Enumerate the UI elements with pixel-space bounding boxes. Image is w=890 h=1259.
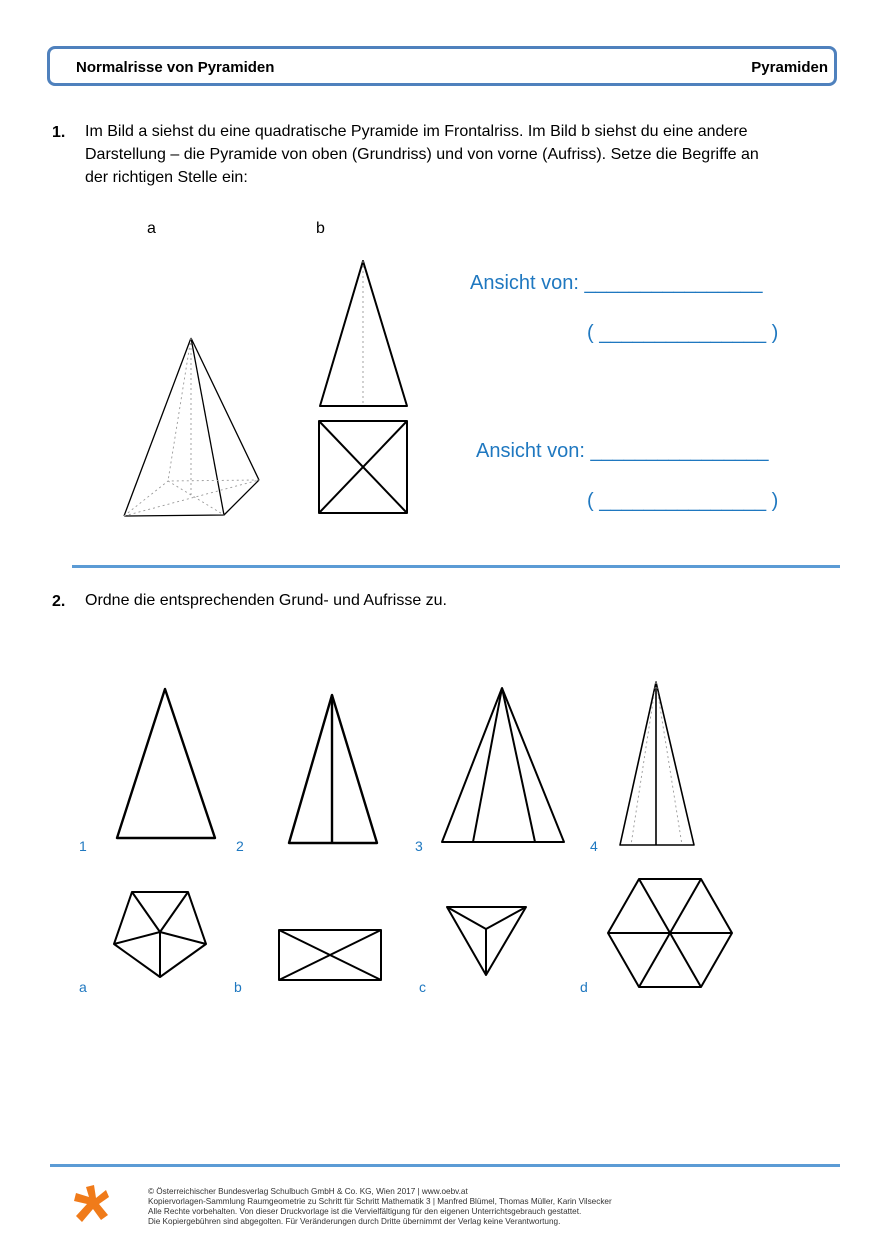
plan-label-b: b bbox=[234, 979, 242, 995]
elevation-label-1: 1 bbox=[79, 838, 87, 854]
answer-view-1[interactable]: Ansicht von: ________________ bbox=[470, 272, 763, 294]
footer-text bbox=[148, 1187, 612, 1227]
task1-line: Darstellung – die Pyramide von oben (Grundriss) und von vorne (Aufriss). Setze die Begriffe an bbox=[85, 146, 759, 163]
plan-label-d: d bbox=[580, 979, 588, 995]
plan-c-triangle-drawing bbox=[447, 907, 526, 975]
answer-term-1[interactable]: ( _______________ ) bbox=[587, 322, 779, 344]
elevation-4-drawing bbox=[620, 682, 694, 845]
plan-label-a: a bbox=[79, 979, 87, 995]
elevation-label-2: 2 bbox=[236, 838, 244, 854]
task1-line: der richtigen Stelle ein: bbox=[85, 169, 248, 186]
plan-d-hexagon-drawing bbox=[608, 879, 732, 987]
task1-number: 1. bbox=[52, 124, 66, 141]
page-title: Normalrisse von Pyramiden bbox=[76, 59, 275, 76]
footer-divider bbox=[50, 1164, 840, 1167]
plan-label-c: c bbox=[419, 979, 426, 995]
footer-line: Die Kopiergebühren sind abgegolten. Für Veränderungen durch Dritte übernimmt der Verlag keine Verantwortung. bbox=[148, 1217, 561, 1226]
plan-a-pentagon-drawing bbox=[114, 892, 206, 977]
pyramid-elevation-drawing bbox=[320, 261, 407, 406]
plan-b-rectangle-drawing bbox=[279, 930, 381, 980]
elevation-1-drawing bbox=[117, 689, 215, 838]
topic-title: Pyramiden bbox=[751, 59, 828, 76]
task2-text: Ordne die entsprechenden Grund- und Aufrisse zu. bbox=[85, 592, 447, 609]
task2-number: 2. bbox=[52, 593, 66, 610]
answer-term-2[interactable]: ( _______________ ) bbox=[587, 490, 779, 512]
figure-label-b: b bbox=[316, 220, 325, 237]
answer-view-2[interactable]: Ansicht von: ________________ bbox=[476, 440, 769, 462]
task1-line: Im Bild a siehst du eine quadratische Pyramide im Frontalriss. Im Bild b siehst du eine andere bbox=[85, 123, 748, 140]
figure-label-a: a bbox=[147, 220, 156, 237]
pyramid-perspective-drawing bbox=[124, 338, 259, 516]
elevation-3-drawing bbox=[442, 688, 564, 842]
elevation-label-4: 4 bbox=[590, 838, 598, 854]
footer-line: © Österreichischer Bundesverlag Schulbuch GmbH & Co. KG, Wien 2017 | www.oebv.at bbox=[148, 1187, 468, 1196]
publisher-logo bbox=[74, 1185, 109, 1222]
footer-line: Alle Rechte vorbehalten. Von dieser Druckvorlage ist die Vervielfältigung für den eigenen Unterrichtsgebrauch gestattet. bbox=[148, 1207, 582, 1216]
elevation-2-drawing bbox=[289, 695, 377, 843]
pyramid-plan-drawing bbox=[319, 421, 407, 513]
footer-line: Kopiervorlagen-Sammlung Raumgeometrie zu Schritt für Schritt Mathematik 3 | Manfred Blümel, Thomas Müller, Karin Vilsecker bbox=[148, 1197, 612, 1206]
elevation-label-3: 3 bbox=[415, 838, 423, 854]
